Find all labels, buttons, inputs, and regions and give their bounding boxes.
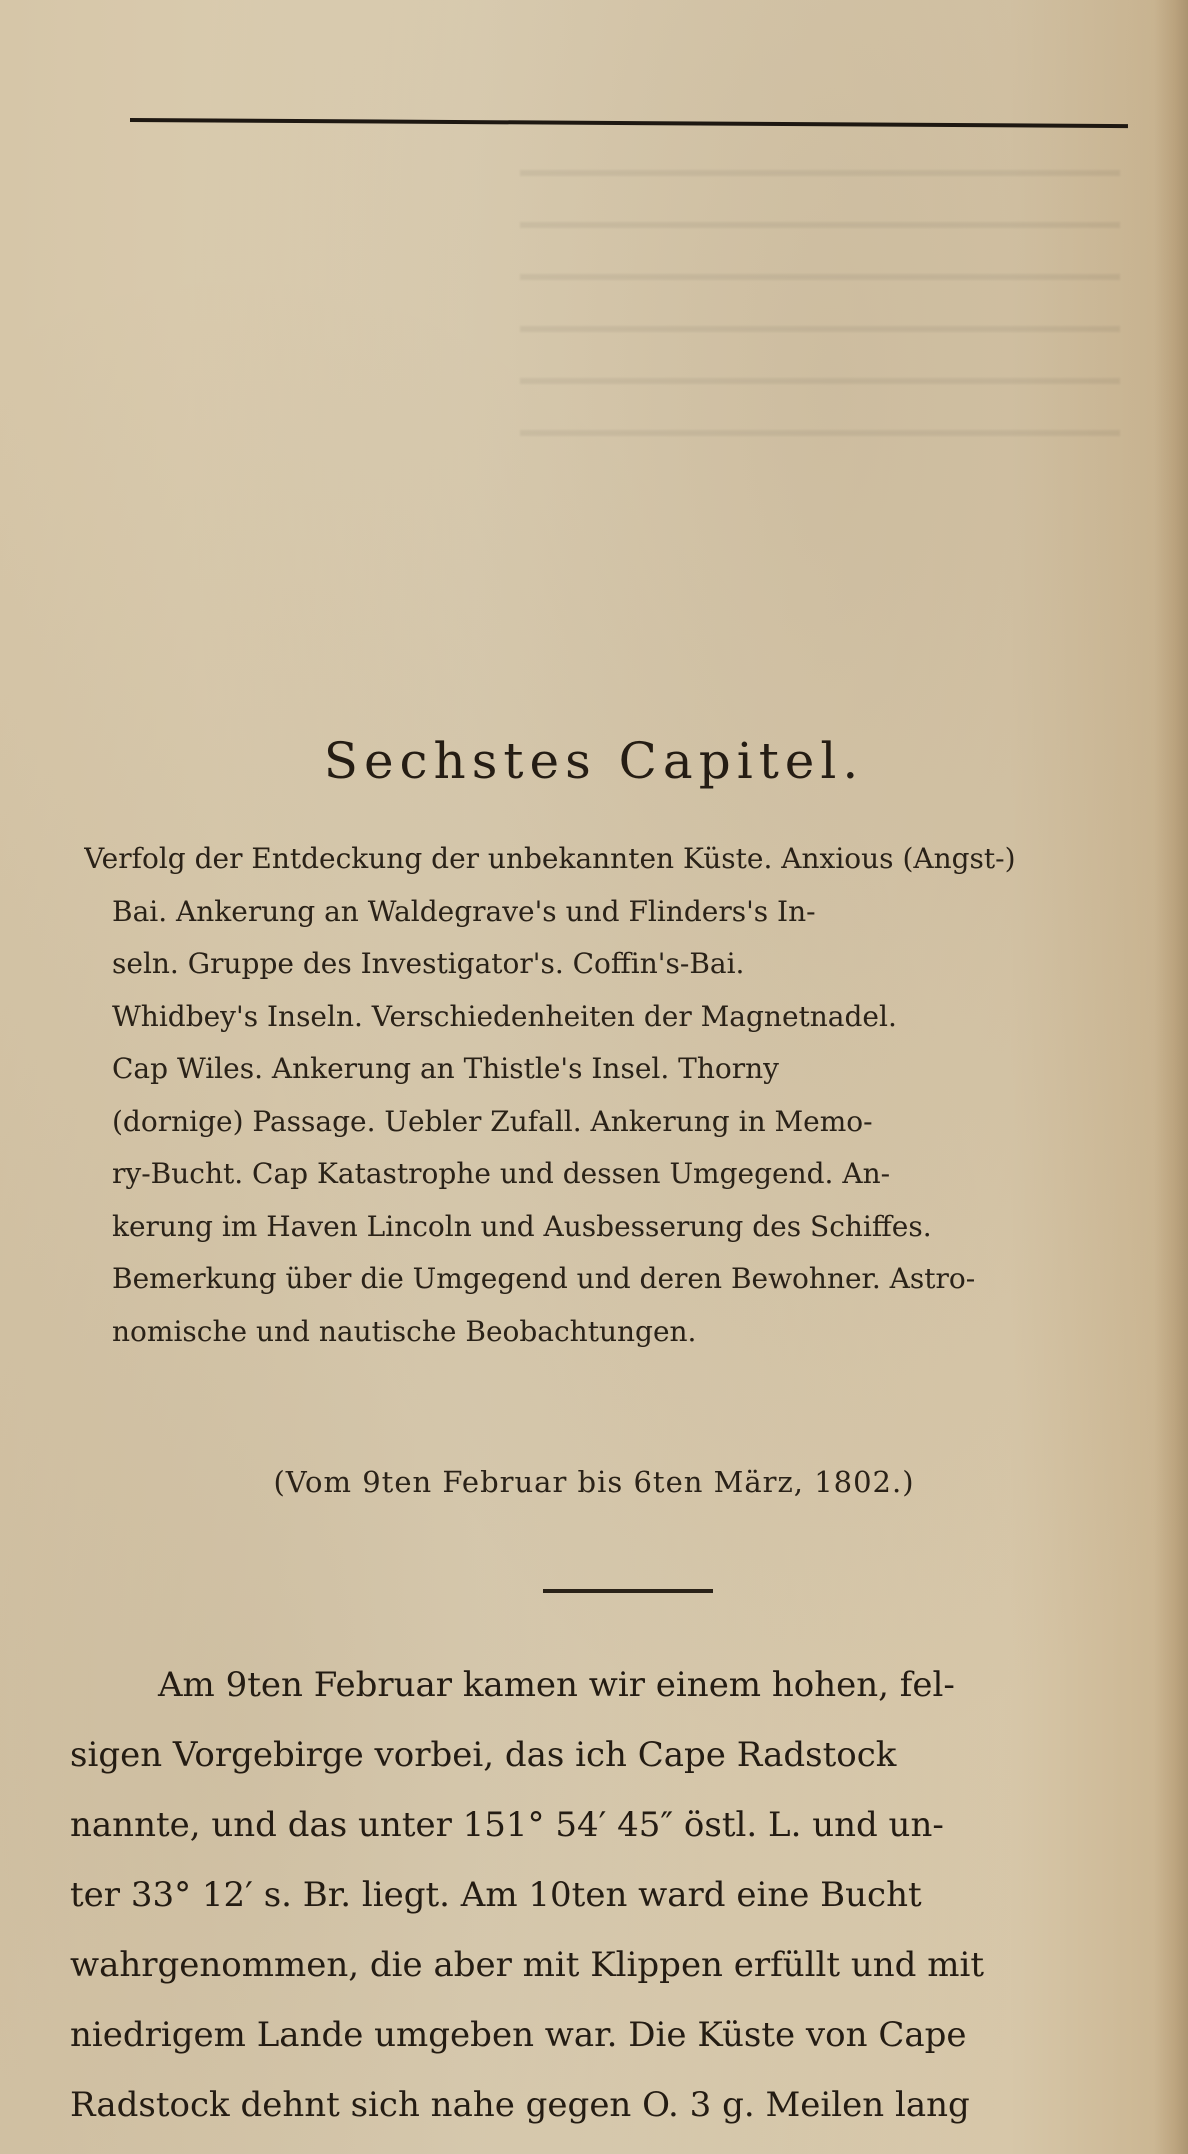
body-line: Radstock dehnt sich nahe gegen O. 3 g. Meilen lang: [70, 2085, 970, 2125]
body-line: wahrgenommen, die aber mit Klippen erfüllt und mit: [70, 1945, 984, 1985]
chapter-summary: [84, 833, 1160, 1358]
bleed-through-text: [520, 170, 1120, 470]
body-line: sigen Vorgebirge vorbei, das ich Cape Radstock: [70, 1735, 897, 1775]
chapter-title: Sechstes Capitel.: [323, 732, 865, 790]
summary-line: Bai. Ankerung an Waldegrave's und Flinders's In-: [112, 894, 816, 928]
body-line: ter 33° 12′ s. Br. liegt. Am 10ten ward eine Bucht: [70, 1875, 922, 1915]
body-line: nannte, und das unter 151° 54′ 45″ östl. L. und un-: [70, 1805, 944, 1845]
summary-line: ry-Bucht. Cap Katastrophe und dessen Umgegend. An-: [112, 1157, 891, 1190]
summary-line: Whidbey's Inseln. Verschiedenheiten der Magnetnadel.: [112, 999, 897, 1033]
summary-line: nomische und nautische Beobachtungen.: [112, 1314, 697, 1348]
body-line: Am 9ten Februar kamen wir einem hohen, fel-: [158, 1665, 955, 1705]
summary-line: Verfolg der Entdeckung der unbekannten Küste. Anxious (Angst-): [84, 842, 1016, 875]
section-divider: [543, 1589, 713, 1593]
summary-line: seln. Gruppe des Investigator's. Coffin's-Bai.: [112, 947, 745, 980]
body-text: [70, 1650, 1160, 2140]
summary-line: Bemerkung über die Umgegend und deren Bewohner. Astro-: [112, 1262, 976, 1295]
top-rule: [130, 118, 1128, 128]
summary-line: kerung im Haven Lincoln und Ausbesserung des Schiffes.: [112, 1209, 932, 1243]
date-range: (Vom 9ten Februar bis 6ten März, 1802.): [273, 1465, 915, 1499]
summary-line: (dornige) Passage. Uebler Zufall. Ankerung in Memo-: [112, 1104, 873, 1138]
summary-line: Cap Wiles. Ankerung an Thistle's Insel. Thorny: [112, 1052, 779, 1085]
body-line: niedrigem Lande umgeben war. Die Küste von Cape: [70, 2015, 967, 2055]
